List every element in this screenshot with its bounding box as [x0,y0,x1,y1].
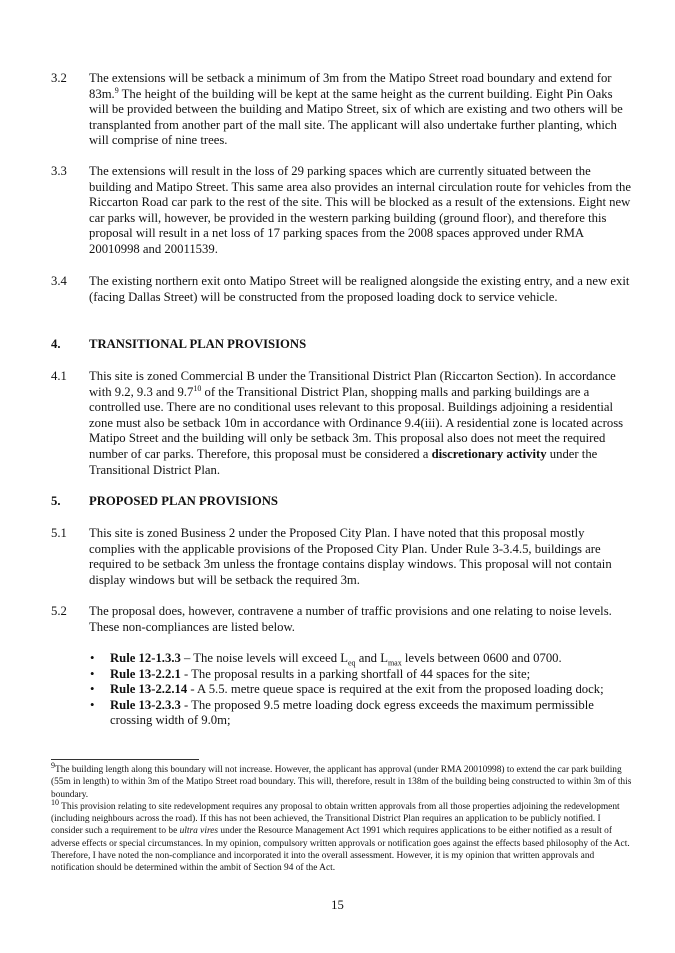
paragraph-number: 3.3 [51,164,67,178]
paragraph-text: This site is zoned Commercial B under the Transitional District Plan (Riccarton Section). In accordance with 9.2, 9.3 and $9.7^{10}$ of the Transitional District Plan, shopping malls and parking buildings are a controlled use. There are no conditional uses relevant to this proposal. Buildings adjoining a residential zone must also be setback 10m in accordance with Ordinance 9.4(iii). A residential zone is located across Matipo Street and the building will only be setback 3m. This proposal also does not meet the required number of car parks. Therefore, this proposal must be considered a discretionary activity under the Transitional District Plan. [89,369,624,477]
paragraph-number: 3.4 [51,274,67,288]
rule-reference: Rule 12-1.3.3 [110,651,181,665]
list-item: • Rule 13-2.2.14 - A 5.5. metre queue space is required at the exit from the proposed loading dock; [90,682,604,697]
heading-text: TRANSITIONAL PLAN PROVISIONS [89,337,307,351]
rule-reference: Rule 13-2.3.3 [110,697,181,712]
paragraph-number: 3.2 [51,71,67,85]
footnote-9: $^9$The building length along this boundary will not increase. However, the applicant has approval (under RMA 20010998) to extend the car park building (55m in length) to within 3m of the Matipo Street road boundary. This will, therefore, result in 138m of the building being constructed to within 3m of this boundary. [51,760,632,800]
footnote-ref-10: 10 [193,383,202,393]
heading-text: PROPOSED PLAN PROVISIONS [89,494,278,508]
page-number: 15 [331,898,344,912]
list-item: • Rule 13-2.2.1 - The proposal results in a parking shortfall of 44 spaces for the site; [90,666,531,681]
paragraph-number: 4.1 [51,369,67,383]
paragraph-text: The proposal does, however, contravene a number of traffic provisions and one relating to noise levels. These non-compliances are listed below. [89,604,612,634]
list-item: • Rule 12-1.3.3 – The noise levels will exceed $L_{eq}$ and $L_{max}$ levels between 0600 and 0700. [90,651,562,668]
footnote-10: $^{10}$ This provision relating to site redevelopment requires any proposal to obtain written approvals from all those properties adjoining the redevelopment (including neighbours across the road). If this has not been achieved, the Transitional District Plan requires an application to be publicly notified. I consider such a requirement to be ultra vires under the Resource Management Act 1991 which requires applications to be either notified as a result of adverse effects or special circumstances. In my opinion, compulsory written approvals or notification goes against the effects based philosophy of the Act. Therefore, I have noted the non-compliance and incorporated it into the overall assessment. However, it is my opinion that written approvals and notification should be determined within the ambit of Section 94 of the Act. [51,797,630,874]
bullet-icon: • [90,666,95,681]
heading-number: 4. [51,337,61,351]
bullet-icon: • [90,697,95,712]
bullet-icon: • [90,651,95,665]
rule-reference: Rule 13-2.2.1 [110,666,181,681]
footnote-divider [51,759,199,760]
list-item: • Rule 13-2.3.3 - The proposed 9.5 metre loading dock egress exceeds the maximum permissible crossing width of 9.0m; [90,697,594,728]
paragraph-text: The existing northern exit onto Matipo Street will be realigned alongside the existing entry, and a new exit (facing Dallas Street) will be constructed from the proposed loading dock to service vehicle. [89,274,630,304]
footnotes [51,760,633,875]
paragraph-number: 5.1 [51,526,67,540]
activity-status: discretionary activity [431,446,547,461]
paragraph-text: The extensions will be setback a minimum of 3m from the Matipo Street road boundary and extend for 83m.$^9$ The height of the building will be kept at the same height as the current building. Eight Pin Oaks will be provided between the building and Matipo Street, six of which are existing and two others will be transplanted from another part of the mall site. The applicant will also undertake further planting, which will comprise of nine trees. [89,71,623,148]
paragraph-number: 5.2 [51,604,67,618]
non-compliance-list [90,651,630,729]
paragraph-text: This site is zoned Business 2 under the Proposed City Plan. I have noted that this proposal mostly complies with the applicable provisions of the Proposed City Plan. Under Rule 3-3.4.5, buildings are required to be setback 3m unless the frontage contains display windows. This proposal will not contain display windows but will be setback the required 3m. [89,526,612,587]
footnote-ref-9: 9 [114,85,119,95]
heading-number: 5. [51,494,61,508]
bullet-icon: • [90,682,95,697]
paragraph-text: The extensions will result in the loss of 29 parking spaces which are currently situated between the building and Matipo Street. This same area also provides an internal circulation route for vehicles from the Riccarton Road car park to the rest of the site. This will be blocked as a result of the extensions. Eight new car parks will, however, be provided in the western parking building (ground floor), and therefore this proposal will result in a net loss of 17 parking spaces from the 2008 spaces approved under RMA 20010998 and 20011539. [89,164,631,256]
rule-reference: Rule 13-2.2.14 [110,682,188,697]
